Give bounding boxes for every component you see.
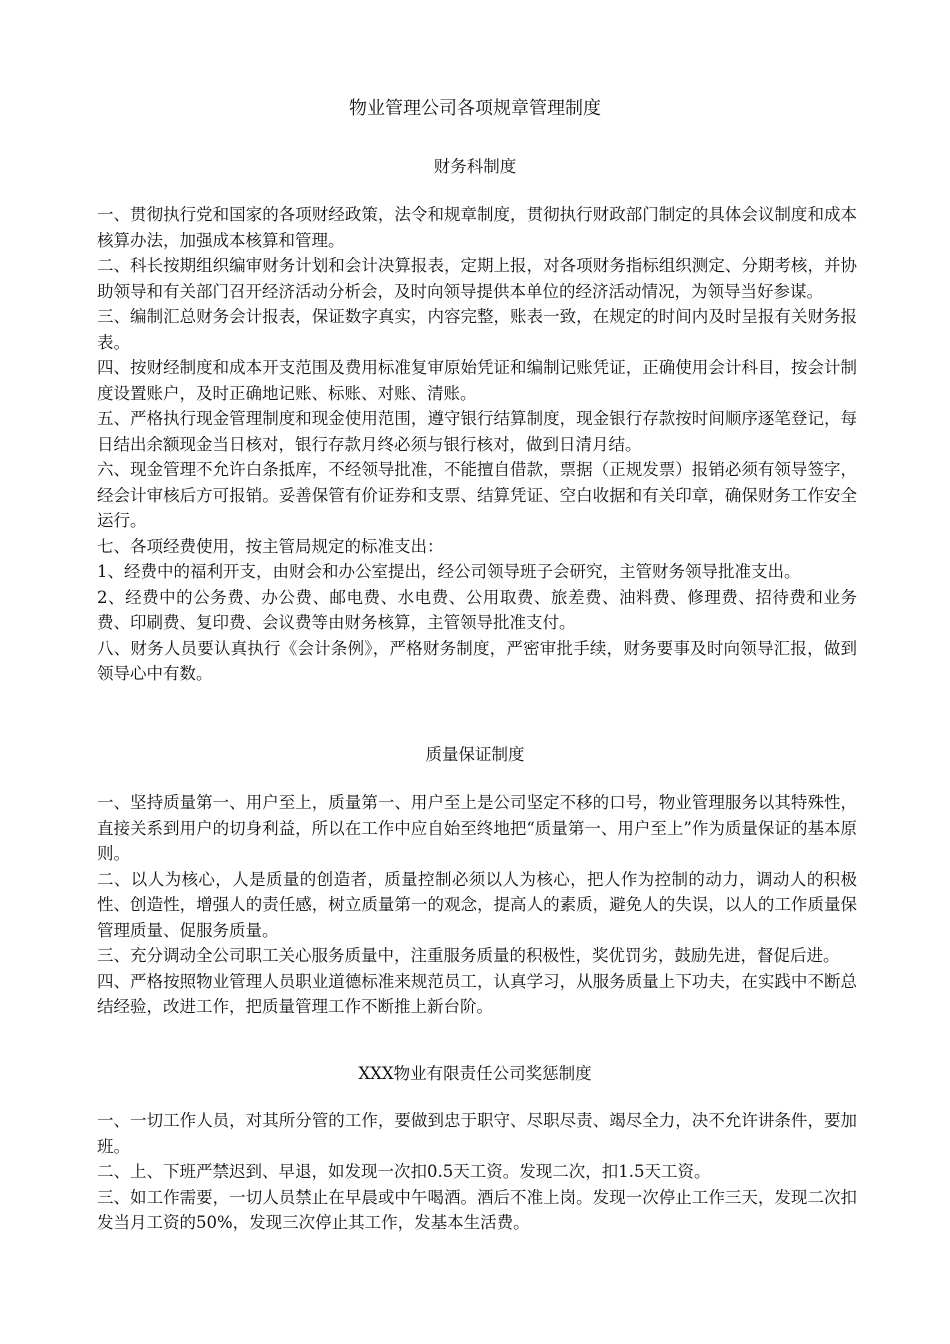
finance-paragraph-8: 1、经费中的福利开支，由财会和办公室提出，经公司领导班子会研究，主管财务领导批准支出。 (97, 562, 801, 581)
section-body-rewards (97, 1108, 857, 1236)
section-body-finance (97, 202, 857, 687)
finance-paragraph-5: 五、严格执行现金管理制度和现金使用范围，遵守银行结算制度，现金银行存款按时间顺序逐笔登记，每日结出余额现金当日核对，银行存款月终必须与银行核对，做到日清月结。 (97, 409, 857, 454)
section-heading-finance: 财务科制度 (433, 157, 517, 176)
quality-paragraph-1: 一、坚持质量第一、用户至上，质量第一、用户至上是公司坚定不移的口号，物业管理服务以其特殊性，直接关系到用户的切身利益，所以在工作中应自始至终地把“质量第一、用户至上”作为质量保证的基本原则。 (97, 793, 857, 863)
section-heading-rewards: XXX物业有限责任公司奖惩制度 (358, 1064, 592, 1083)
rewards-paragraph-2: 二、上、下班严禁迟到、早退，如发现一次扣0.5天工资。发现二次，扣1.5天工资。 (97, 1162, 711, 1181)
finance-paragraph-2: 二、科长按期组织编审财务计划和会计决算报表，定期上报，对各项财务指标组织测定、分期考核，并协助领导和有关部门召开经济活动分析会，及时向领导提供本单位的经济活动情况，为领导当好参谋。 (97, 256, 857, 301)
document-title: 物业管理公司各项规章管理制度 (349, 98, 601, 119)
finance-paragraph-6: 六、现金管理不允许白条抵库，不经领导批准，不能擅自借款，票据（正规发票）报销必须有领导签字，经会计审核后方可报销。妥善保管有价证券和支票、结算凭证、空白收据和有关印章，确保财务工作安全运行。 (97, 460, 857, 530)
rewards-paragraph-1: 一、一切工作人员，对其所分管的工作，要做到忠于职守、尽职尽责、竭尽全力，决不允许讲条件，要加班。 (97, 1111, 857, 1156)
finance-paragraph-1: 一、贯彻执行党和国家的各项财经政策，法令和规章制度，贯彻执行财政部门制定的具体会议制度和成本核算办法，加强成本核算和管理。 (97, 205, 857, 250)
rewards-paragraph-3: 三、如工作需要，一切人员禁止在早晨或中午喝酒。酒后不准上岗。发现一次停止工作三天，发现二次扣发当月工资的50%，发现三次停止其工作，发基本生活费。 (97, 1187, 857, 1232)
quality-paragraph-4: 四、严格按照物业管理人员职业道德标准来规范员工，认真学习，从服务质量上下功夫，在实践中不断总结经验，改进工作，把质量管理工作不断推上新台阶。 (97, 971, 857, 1016)
section-heading-quality: 质量保证制度 (425, 745, 525, 764)
finance-paragraph-10: 八、财务人员要认真执行《会计条例》，严格财务制度，严密审批手续，财务要事及时向领导汇报，做到领导心中有数。 (97, 638, 857, 683)
finance-paragraph-4: 四、按财经制度和成本开支范围及费用标准复审原始凭证和编制记账凭证，正确使用会计科目，按会计制度设置账户，及时正确地记账、标账、对账、清账。 (97, 358, 857, 403)
quality-paragraph-3: 三、充分调动全公司职工关心服务质量中，注重服务质量的积极性，奖优罚劣，鼓励先进，督促后进。 (97, 946, 840, 965)
section-body-quality (97, 790, 857, 1020)
finance-paragraph-9: 2、经费中的公务费、办公费、邮电费、水电费、公用取费、旅差费、油料费、修理费、招待费和业务费、印刷费、复印费、会议费等由财务核算，主管领导批准支付。 (97, 587, 857, 632)
finance-paragraph-7: 七、各项经费使用，按主管局规定的标准支出： (97, 536, 444, 556)
quality-paragraph-2: 二、以人为核心，人是质量的创造者，质量控制必须以人为核心，把人作为控制的动力，调动人的积极性、创造性，增强人的责任感，树立质量第一的观念，提高人的素质，避免人的失误，以人的工作质量保管理质量、促服务质量。 (97, 869, 857, 940)
finance-paragraph-3: 三、编制汇总财务会计报表，保证数字真实，内容完整，账表一致，在规定的时间内及时呈报有关财务报表。 (97, 307, 857, 352)
